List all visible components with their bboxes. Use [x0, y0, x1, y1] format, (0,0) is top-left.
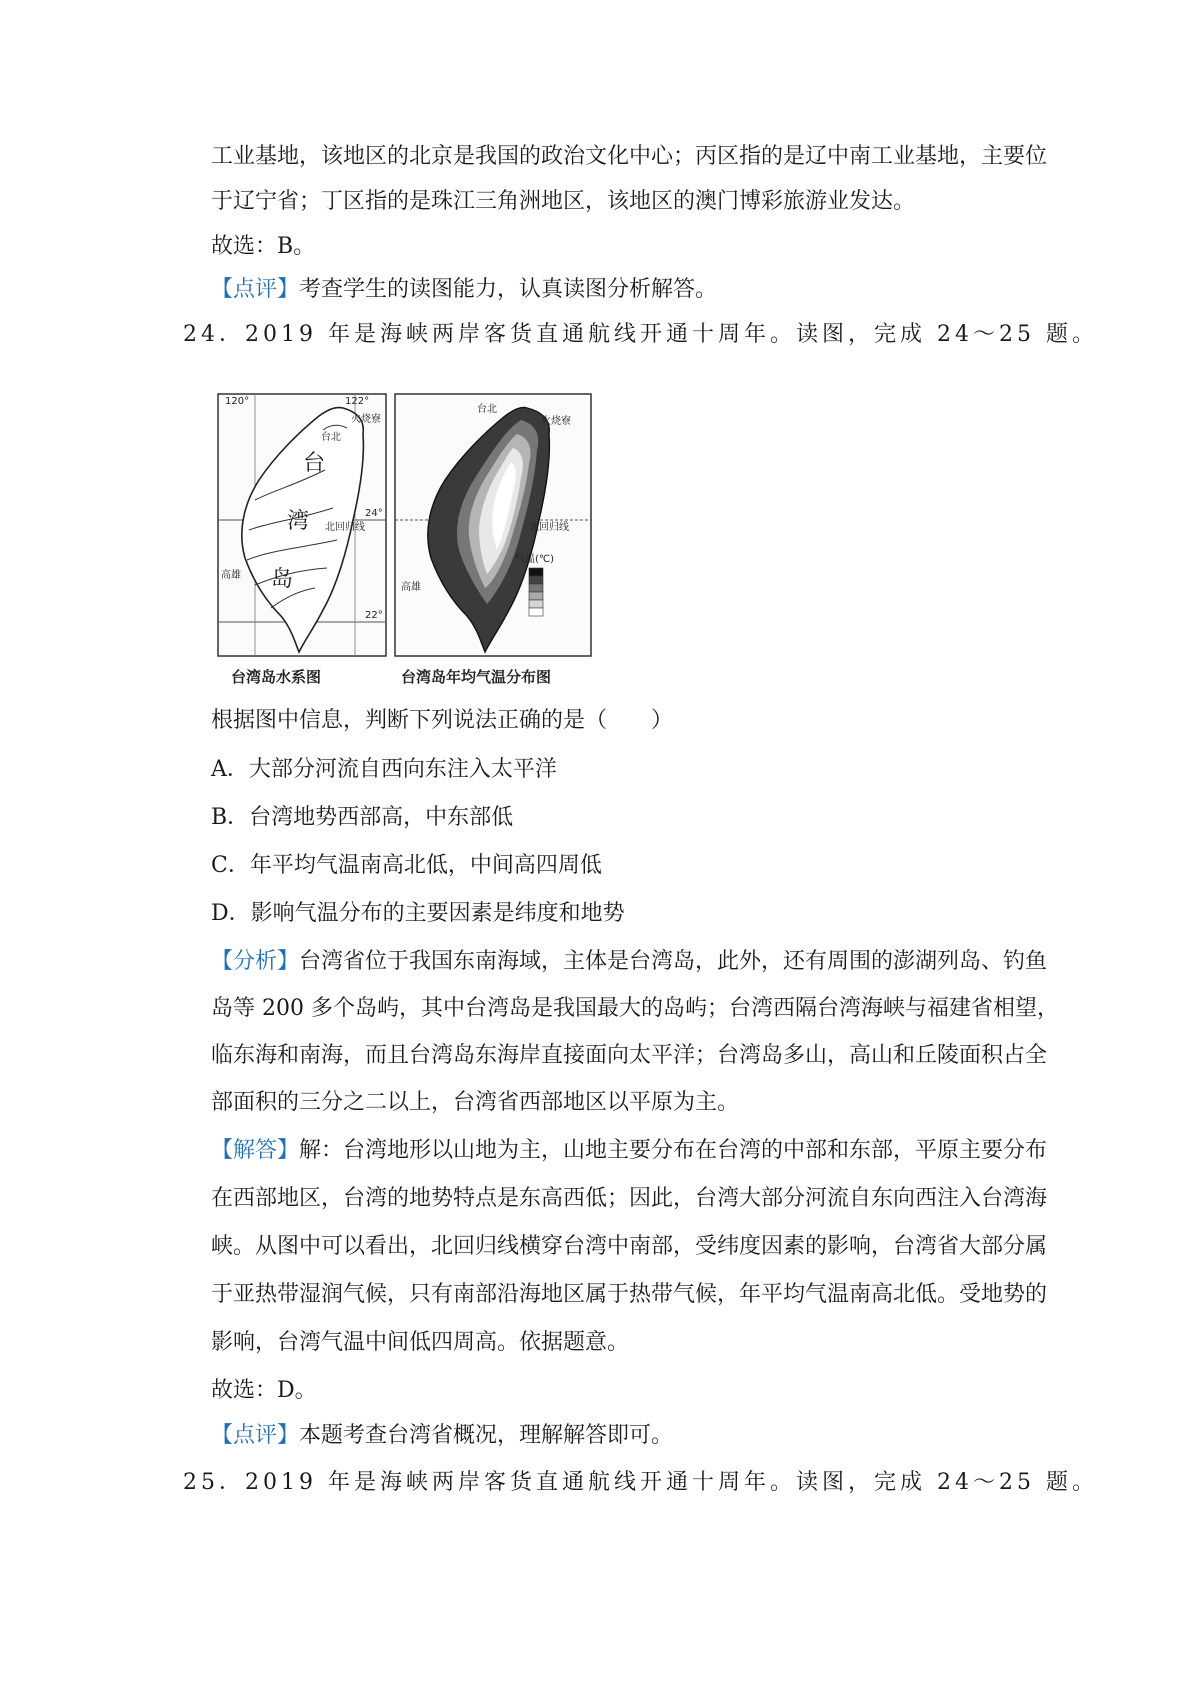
lat-22-label: 22°: [365, 610, 383, 621]
question-24-prompt: 根据图中信息，判断下列说法正确的是（ ）: [211, 708, 674, 733]
question-stem: 2019 年是海峡两岸客货直通航线开通十周年。读图，完成 24～25 题。: [245, 322, 1098, 347]
text-line: 故选：B。: [211, 234, 316, 259]
text-line: 于辽宁省；丁区指的是珠江三角洲地区，该地区的澳门博彩旅游业发达。: [211, 189, 916, 214]
question-25-stem: [183, 1468, 1098, 1498]
answer-line: [211, 1136, 1048, 1166]
answer-tag: 【解答】: [211, 1138, 300, 1163]
comment-text: 本题考查台湾省概况，理解解答即可。: [299, 1423, 674, 1448]
review-tag: 【点评】: [211, 277, 300, 302]
huoshaoyu-label-right: 火烧寮: [541, 416, 571, 427]
question-24-stem: [183, 320, 1098, 350]
question-number: 25．: [183, 1470, 245, 1495]
option-b: B．台湾地势西部高，中东部低: [211, 805, 514, 830]
answer-line: 于亚热带湿润气候，只有南部沿海地区属于热带气候，年平均气温南高北低。受地势的: [211, 1282, 1048, 1307]
option-c: C．年平均气温南高北低，中间高四周低: [211, 853, 602, 878]
dao-label: 岛: [271, 567, 294, 592]
temperature-legend-title: 气温(℃): [515, 554, 555, 565]
huiguixian-label-right: 北回归线: [529, 522, 569, 533]
taibei-label-left: 台北: [321, 432, 341, 443]
huiguixian-label-left: 北回归线: [325, 522, 365, 533]
analysis-text: 台湾省位于我国东南海域，主体是台湾岛，此外，还有周围的澎湖列岛、钓鱼: [299, 949, 1048, 974]
gaoxiong-label-left: 高雄: [221, 570, 241, 581]
analysis-tag: 【分析】: [211, 949, 300, 974]
right-map-caption: 台湾岛年均气温分布图: [401, 668, 552, 686]
comment-line: [211, 1421, 1031, 1451]
question-number: 24．: [183, 322, 245, 347]
taiwan-maps-figure: [215, 390, 601, 690]
gaoxiong-label-right: 高雄: [401, 582, 421, 593]
question-stem: 2019 年是海峡两岸客货直通航线开通十周年。读图，完成 24～25 题。: [245, 1470, 1098, 1495]
analysis-line: 岛等 200 多个岛屿，其中台湾岛是我国最大的岛屿；台湾西隔台湾海峡与福建省相望，: [211, 996, 1059, 1021]
analysis-line: [211, 947, 1048, 977]
answer-text: 解：台湾地形以山地为主，山地主要分布在台湾的中部和东部，平原主要分布: [299, 1138, 1048, 1163]
lon-120-label: 120°: [225, 396, 250, 407]
text-line: 工业基地，该地区的北京是我国的政治文化中心；丙区指的是辽中南工业基地，主要位: [211, 144, 1048, 169]
tai-label: 台: [303, 451, 326, 476]
answer-line: 峡。从图中可以看出，北回归线横穿台湾中南部，受纬度因素的影响，台湾省大部分属: [211, 1234, 1048, 1259]
left-map-caption: 台湾岛水系图: [231, 668, 322, 686]
option-a: A．大部分河流自西向东注入太平洋: [211, 757, 557, 782]
lat-24-label: 24°: [365, 508, 383, 519]
huoshaoyu-label-left: 火烧寮: [351, 414, 381, 425]
comment-tag: 【点评】: [211, 1423, 300, 1448]
wan-label: 湾: [287, 509, 310, 534]
review-text: 考查学生的读图能力，认真读图分析解答。: [299, 277, 718, 302]
analysis-line: 临东海和南海，而且台湾岛东海岸直接面向太平洋；台湾岛多山，高山和丘陵面积占全: [211, 1043, 1048, 1068]
lon-122-label: 122°: [345, 396, 370, 407]
choice-line: 故选：D。: [211, 1378, 317, 1403]
answer-line: 影响，台湾气温中间低四周高。依据题意。: [211, 1330, 630, 1355]
option-d: D．影响气温分布的主要因素是纬度和地势: [211, 901, 625, 926]
taibei-label-right: 台北: [477, 404, 497, 415]
answer-line: 在西部地区，台湾的地势特点是东高西低；因此，台湾大部分河流自东向西注入台湾海: [211, 1186, 1048, 1211]
review-line: [211, 275, 1031, 305]
analysis-line: 部面积的三分之二以上，台湾省西部地区以平原为主。: [211, 1090, 740, 1115]
